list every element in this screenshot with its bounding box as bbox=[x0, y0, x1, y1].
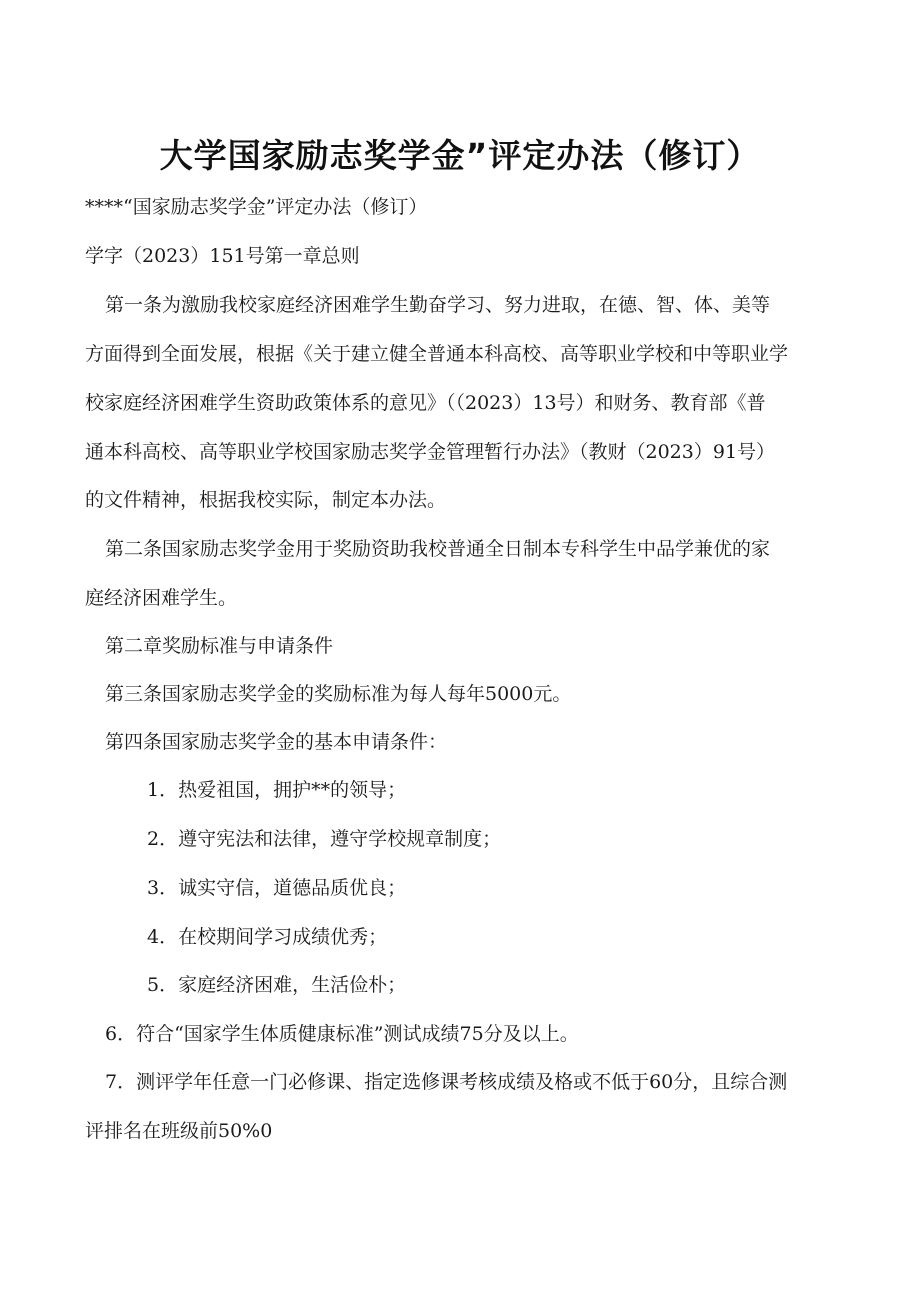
condition-item: 3．诚实守信，道德品质优良； bbox=[147, 877, 407, 899]
article3: 第三条国家励志奖学金的奖励标准为每人每年5000元。 bbox=[105, 683, 572, 705]
document-number: 学字（2023）151号第一章总则 bbox=[85, 245, 360, 267]
condition-item: 4．在校期间学习成绩优秀； bbox=[147, 926, 388, 948]
condition-7-line1: 7．测评学年任意一门必修课、指定选修课考核成绩及格或不低于60分，且综合测 bbox=[105, 1071, 788, 1093]
article2-line1: 第二条国家励志奖学金用于奖励资助我校普通全日制本专科学生中品学兼优的家 bbox=[105, 538, 771, 560]
chapter2-heading: 第二章奖励标准与申请条件 bbox=[105, 635, 334, 657]
condition-item: 1．热爱祖国，拥护**的领导； bbox=[147, 779, 407, 801]
article1-line5: 的文件精神，根据我校实际，制定本办法。 bbox=[85, 489, 447, 511]
condition-item: 5．家庭经济困难，生活俭朴； bbox=[147, 974, 407, 996]
condition-7-line2: 评排名在班级前50%0 bbox=[85, 1120, 273, 1142]
article1-line4: 通本科高校、高等职业学校国家励志奖学金管理暂行办法》（教财（2023）91号） bbox=[85, 441, 776, 463]
article1-line3: 校家庭经济困难学生资助政策体系的意见》（（2023）13号）和财务、教育部《普 bbox=[85, 392, 766, 414]
article2-line2: 庭经济困难学生。 bbox=[85, 587, 238, 609]
condition-6: 6．符合“国家学生体质健康标准”测试成绩75分及以上。 bbox=[105, 1023, 579, 1045]
article1-line2: 方面得到全面发展，根据《关于建立健全普通本科高校、高等职业学校和中等职业学 bbox=[85, 343, 789, 365]
article1-line1: 第一条为激励我校家庭经济困难学生勤奋学习、努力进取，在德、智、体、美等 bbox=[105, 294, 771, 316]
document-subtitle: ****“国家励志奖学金”评定办法（修订） bbox=[85, 196, 428, 218]
condition-item: 2．遵守宪法和法律，遵守学校规章制度； bbox=[147, 828, 502, 850]
document-title: 大学国家励志奖学金”评定办法（修订） bbox=[159, 136, 761, 175]
article4: 第四条国家励志奖学金的基本申请条件： bbox=[105, 731, 448, 753]
